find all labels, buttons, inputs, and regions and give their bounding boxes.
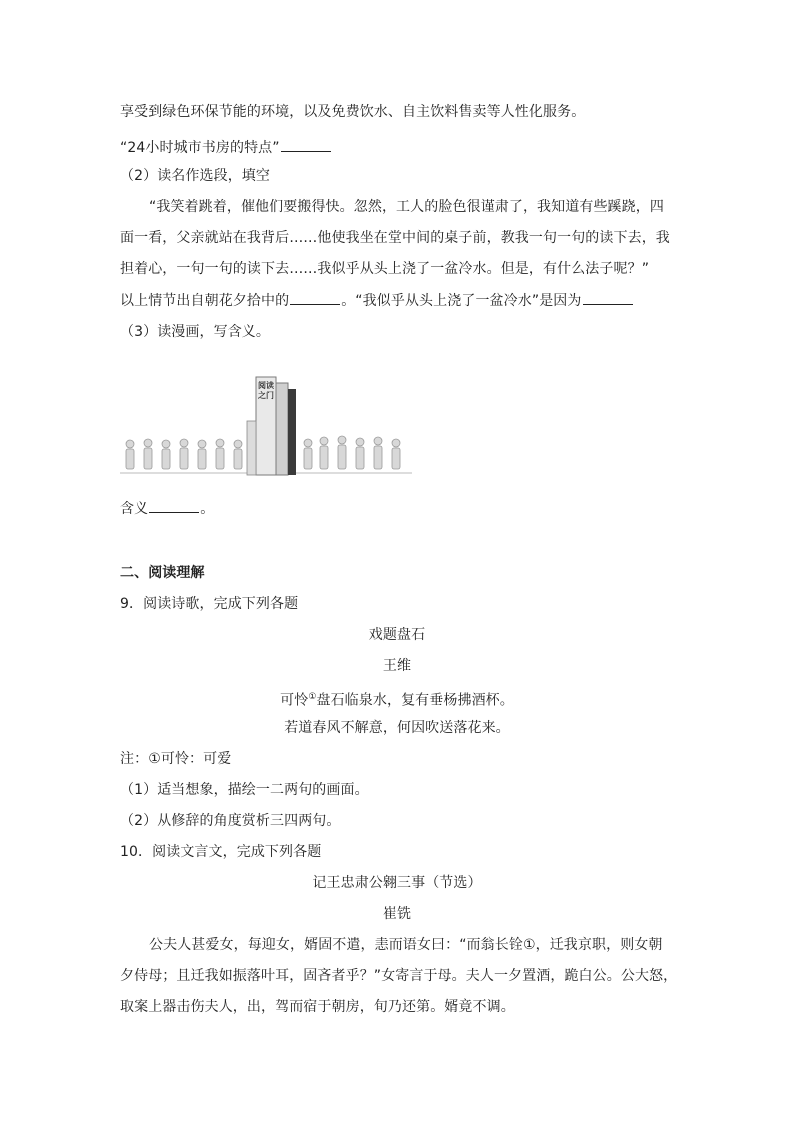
comic-label: 阅读之门 [258,381,274,400]
excerpt-line: “我笑着跳着，催他们要搬得快。忽然，工人的脸色很谨肃了，我知道有些蹊跷，四 [149,199,664,215]
question-9-2: （2）从修辞的角度赏析三四两句。 [120,813,341,829]
poem-line-1-post: 盘石临泉水，复有垂杨拂酒杯。 [316,692,514,709]
question-2-title: （2）读名作选段，填空 [120,168,271,184]
poem-line-1 [0,687,794,711]
answer-blank[interactable] [149,498,199,513]
excerpt-line: 担着心，一句一句的读下去……我似乎从头上浇了一盆冷水。但是，有什么法子呢？” [120,261,650,277]
meaning-end: 。 [200,501,215,517]
fill-in-line [120,290,634,311]
poem-line-1-pre: 可怜 [280,692,309,709]
question-features [120,137,332,158]
excerpt-line: 面一看，父亲就站在我背后……他使我坐在堂中间的桌子前，教我一句一句的读下去，我 [120,230,670,246]
poem-line-2: 若道春风不解意，何因吹送落花来。 [284,720,510,736]
prose-line: 夕侍母；且迁我如振落叶耳，固吝者乎？”女寄言于母。夫人一夕置酒，跪白公。公大怒， [120,968,678,984]
prose-title: 记王忠肃公翱三事（节选） [312,875,482,891]
footnote-marker: ① [308,692,317,702]
poem-note: 注：①可怜：可爱 [120,751,232,767]
prose-line: 公夫人甚爱女，每迎女，婿固不遣，恚而语女曰：“而翁长铨①，迁我京职，则女朝 [149,937,663,953]
meaning-label: 含义 [120,501,149,517]
comic-image [120,355,412,480]
question-features-text: “24小时城市书房的特点” [120,140,280,156]
question-9-title: 9．阅读诗歌，完成下列各题 [120,596,299,612]
poem-author: 王维 [382,658,412,674]
answer-blank[interactable] [583,290,633,305]
meaning-line [120,498,214,519]
question-9-1: （1）适当想象，描绘一二两句的画面。 [120,782,369,798]
answer-blank[interactable] [281,137,331,152]
comic-illustration [120,355,412,480]
question-3-title: （3）读漫画，写含义。 [120,324,271,340]
prose-line: 取案上器击伤夫人，出，驾而宿于朝房，旬乃还第。婿竟不调。 [120,999,515,1015]
fill-text-2: 。“我似乎从头上浇了一盆冷水”是因为 [341,293,582,309]
question-10-title: 10．阅读文言文，完成下列各题 [120,844,322,860]
section-2-heading: 二、阅读理解 [120,565,205,581]
poem-title: 戏题盘石 [368,627,426,643]
answer-blank[interactable] [290,290,340,305]
fill-text-1: 以上情节出自朝花夕拾中的 [120,293,290,309]
intro-line: 享受到绿色环保节能的环境，以及免费饮水、自主饮料售卖等人性化服务。 [120,104,586,120]
prose-author: 崔铣 [382,906,412,922]
